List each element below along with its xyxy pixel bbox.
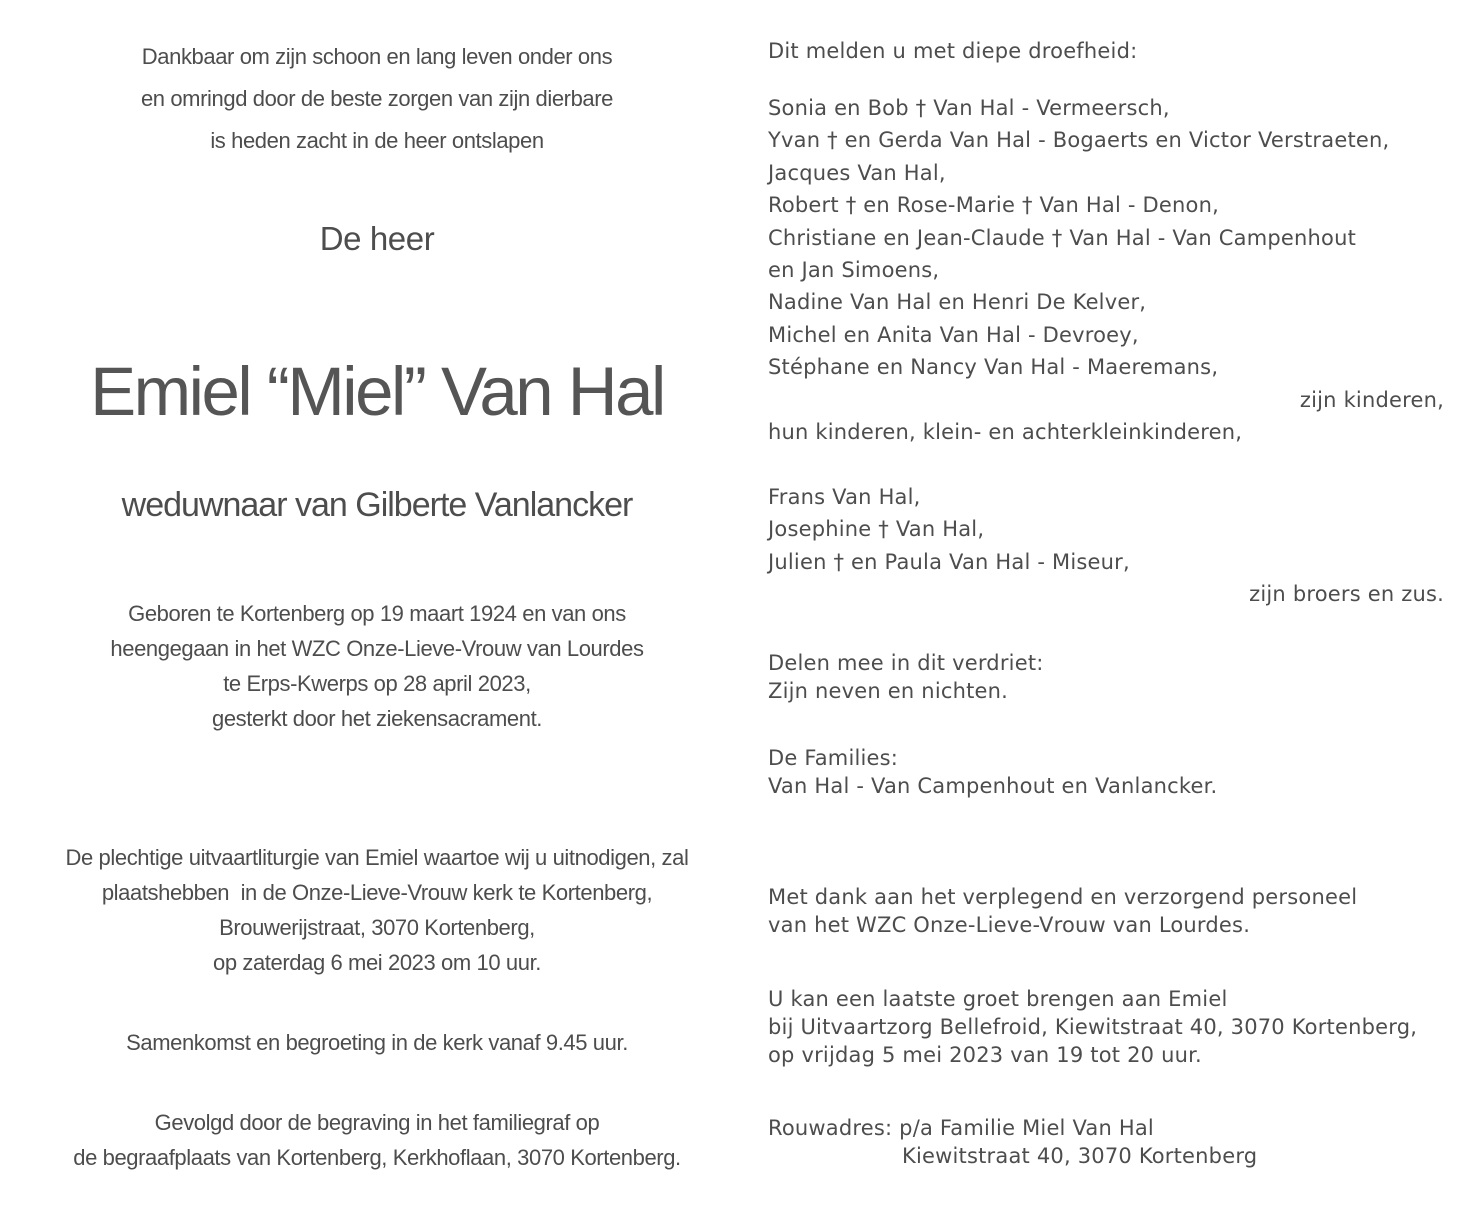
children-list	[768, 92, 1444, 448]
family-line: Jacques Van Hal,	[768, 160, 946, 185]
thanks-line: Met dank aan het verplegend en verzorgend personeel	[768, 885, 1358, 909]
intro-line: is heden zacht in de heer ontslapen	[210, 128, 544, 153]
family-line: Sonia en Bob † Van Hal - Vermeersch,	[768, 96, 1170, 120]
funeral-line: Brouwerijstraat, 3070 Kortenberg,	[219, 915, 535, 940]
families	[768, 744, 1444, 800]
intro-line: en omringd door de beste zorgen van zijn dierbare	[140, 86, 614, 111]
share-grief	[768, 649, 1444, 705]
birth-line: Geboren te Kortenberg op 19 maart 1924 en van ons	[128, 601, 626, 626]
visitation-text	[768, 985, 1444, 1069]
address-line: Rouwadres: p/a Familie Miel Van Hal	[768, 1116, 1154, 1140]
family-line: Julien † en Paula Van Hal - Miseur,	[768, 549, 1130, 574]
burial-line: de begraafplaats van Kortenberg, Kerkhoflaan, 3070 Kortenberg.	[73, 1145, 681, 1170]
birth-line: te Erps-Kwerps op 28 april 2023,	[223, 671, 531, 696]
funeral-text	[30, 840, 724, 980]
funeral-line: De plechtige uitvaartliturgie van Emiel waartoe wij u uitnodigen, zal	[65, 845, 689, 870]
funeral-line: plaatshebben in de Onze-Lieve-Vrouw kerk te Kortenberg,	[101, 880, 653, 905]
family-line: Stéphane en Nancy Van Hal - Maeremans,	[768, 355, 1219, 380]
intro-line: Dankbaar om zijn schoon en lang leven onder ons	[141, 44, 613, 69]
family-line: Michel en Anita Van Hal - Devroey,	[768, 322, 1139, 347]
announcement: Dit melden u met diepe droefheid:	[768, 39, 1138, 63]
thanks-line: van het WZC Onze-Lieve-Vrouw van Lourdes.	[768, 913, 1251, 937]
gathering-text: Samenkomst en begroeting in de kerk vanaf 9.45 uur.	[126, 1030, 628, 1055]
family-line: Yvan † en Gerda Van Hal - Bogaerts en Victor Verstraeten,	[768, 128, 1390, 153]
address-line: Kiewitstraat 40, 3070 Kortenberg	[902, 1144, 1258, 1168]
widower-of: weduwnaar van Gilberte Vanlancker	[121, 486, 633, 524]
family-line: Robert † en Rose-Marie † Van Hal - Denon,	[768, 193, 1219, 218]
family-line: Christiane en Jean-Claude † Van Hal - Van Campenhout	[768, 225, 1357, 250]
family-line: Josephine † Van Hal,	[768, 517, 985, 542]
birth-line: gesterkt door het ziekensacrament.	[211, 706, 543, 731]
burial-text	[30, 1105, 724, 1175]
visit-line: op vrijdag 5 mei 2023 van 19 tot 20 uur.	[768, 1043, 1202, 1067]
families-line: De Families:	[768, 746, 899, 770]
siblings-list	[768, 481, 1444, 611]
honorific: De heer	[319, 220, 435, 257]
birth-line: heengegaan in het WZC Onze-Lieve-Vrouw van Lourdes	[110, 636, 644, 661]
mourning-address	[768, 1114, 1444, 1170]
family-line: Frans Van Hal,	[768, 485, 921, 509]
siblings-label: zijn broers en zus.	[1249, 582, 1444, 607]
family-line: en Jan Simoens,	[768, 258, 940, 283]
deceased-name: Emiel “Miel” Van Hal	[90, 353, 664, 430]
thanks-text	[768, 883, 1444, 939]
share-line: Zijn neven en nichten.	[768, 679, 1009, 703]
children-label: zijn kinderen,	[1299, 387, 1444, 412]
intro-text	[30, 36, 724, 162]
grandchildren-line: hun kinderen, klein- en achterkleinkinderen,	[768, 420, 1243, 445]
visit-line: U kan een laatste groet brengen aan Emiel	[768, 987, 1228, 1011]
family-line: Nadine Van Hal en Henri De Kelver,	[768, 290, 1147, 315]
funeral-line: op zaterdag 6 mei 2023 om 10 uur.	[212, 950, 542, 975]
burial-line: Gevolgd door de begraving in het familiegraf op	[154, 1110, 600, 1135]
birth-death-text	[30, 596, 724, 736]
share-line: Delen mee in dit verdriet:	[768, 651, 1044, 675]
families-line: Van Hal - Van Campenhout en Vanlancker.	[768, 774, 1218, 798]
visit-line: bij Uitvaartzorg Bellefroid, Kiewitstraat 40, 3070 Kortenberg,	[768, 1015, 1418, 1039]
